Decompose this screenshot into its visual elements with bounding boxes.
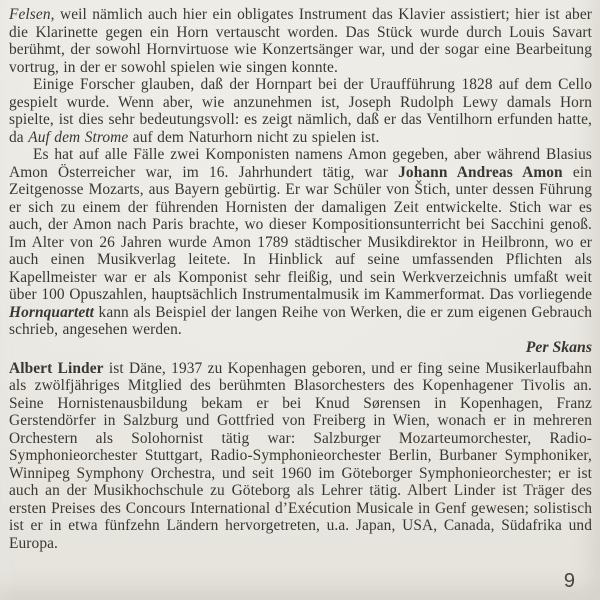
- body-text: ist Däne, 1937 zu Kopenhagen geboren, und er fing seine Musikerlaufbahn als zwölfjähriges Mitglied des berühmten Blasorchesters des Kopenhagener Tivolis an. Seine Hornistenausbildung bekam er bei Knud Sørensen in Kopenhagen, Franz Gerstendörfer in Salzburg und Gottfried von Freiberg in Wien, wonach er in mehreren Orchestern als Solohornist tätig war: Salzburger Mozarteumorchester, Radio-Symphonieorchester Stuttgart, Radio-Symphonieorchester Berlin, Burbaner Symphoniker, Winnipeg Symphony Orchestra, und seit 1960 im Göteborger Symphonieorchester; er ist auch an der Musikhochschule zu Göteborg als Lehrer tätig. Albert Linder ist Träger des ersten Preises des Concours International d’Exécution Musicale in Genf gewesen; solistisch ist er in etwa fünfzehn Ländern hervorgetreten, u.a. Japan, USA, Canada, Südafrika und Europa.: [9, 359, 592, 552]
- body-text: Einige Forscher glauben, daß der Hornpart bei der Uraufführung 1828 auf dem Cello gespielt wurde. Wenn aber, wie anzunehmen ist, Joseph Rudolph Lewy damals Horn spielte, ist dies sehr bedeutungsvoll: es zeigt nämlich, daß er das Ventilhorn erfunden hatte, da: [9, 76, 592, 146]
- paragraph-johann-andreas-amon: [9, 146, 592, 339]
- paragraph-urauffuehrung-1828: [9, 76, 592, 146]
- body-text: ein Zeitgenosse Mozarts, aus Bayern gebürtig. Er war Schüler von Štich, unter dessen Führung er sich zu einem der führenden Hornisten der damaligen Zeit entwickelte. Stich war es auch, der Amon nach Paris brachte, wo dieser Kompositionsunterricht bei Sacchini genoß. Im Alter von 26 Jahren wurde Amon 1789 städtischer Musikdirektor in Heilbronn, wo er auch einen Musikverlag leitete. In Hinblick auf seine umfassenden Pflichten als Kapellmeister war er als Komponist sehr fleißig, und sein Werkverzeichnis umfaßt weit über 100 Opuszahlen, hauptsächlich Instrumentalmusik im Kammerformat. Das vorliegende: [9, 163, 592, 303]
- body-text: auf dem Naturhorn nicht zu spielen ist.: [128, 128, 380, 146]
- paragraph-albert-linder-bio: [9, 360, 592, 553]
- paragraph-felsen-klavier: [9, 6, 592, 76]
- emphasized-text: Auf dem Strome: [28, 128, 129, 146]
- emphasized-text: Hornquartett: [9, 303, 95, 321]
- page-number: 9: [563, 570, 575, 592]
- author-byline: Per Skans: [525, 338, 592, 356]
- emphasized-text: Johann Andreas Amon: [398, 163, 563, 181]
- body-text: Es hat auf alle Fälle zwei Komponisten namens Amon gegeben, aber während Blasius Amon Österreicher war, im 16. Jahrhundert tätig, war: [9, 146, 592, 181]
- body-text: , weil nämlich auch hier ein obligates Instrument das Klavier assistiert; hier ist aber die Klarinette gegen ein Horn vertauscht worden. Das Stück wurde durch Louis Savart berühmt, der sowohl Hornvirtuose wie Konzertsänger war, und der sogar eine Bearbeitung vortrug, in der er sowohl spielen wie singen konnte.: [9, 6, 592, 76]
- emphasized-text: Albert Linder: [9, 359, 104, 377]
- page-text: [9, 6, 592, 552]
- emphasized-text: Felsen: [9, 6, 51, 23]
- body-text: kann als Beispiel der langen Reihe von Werken, die er zum eigenen Gebrauch schrieb, angesehen werden.: [9, 303, 592, 338]
